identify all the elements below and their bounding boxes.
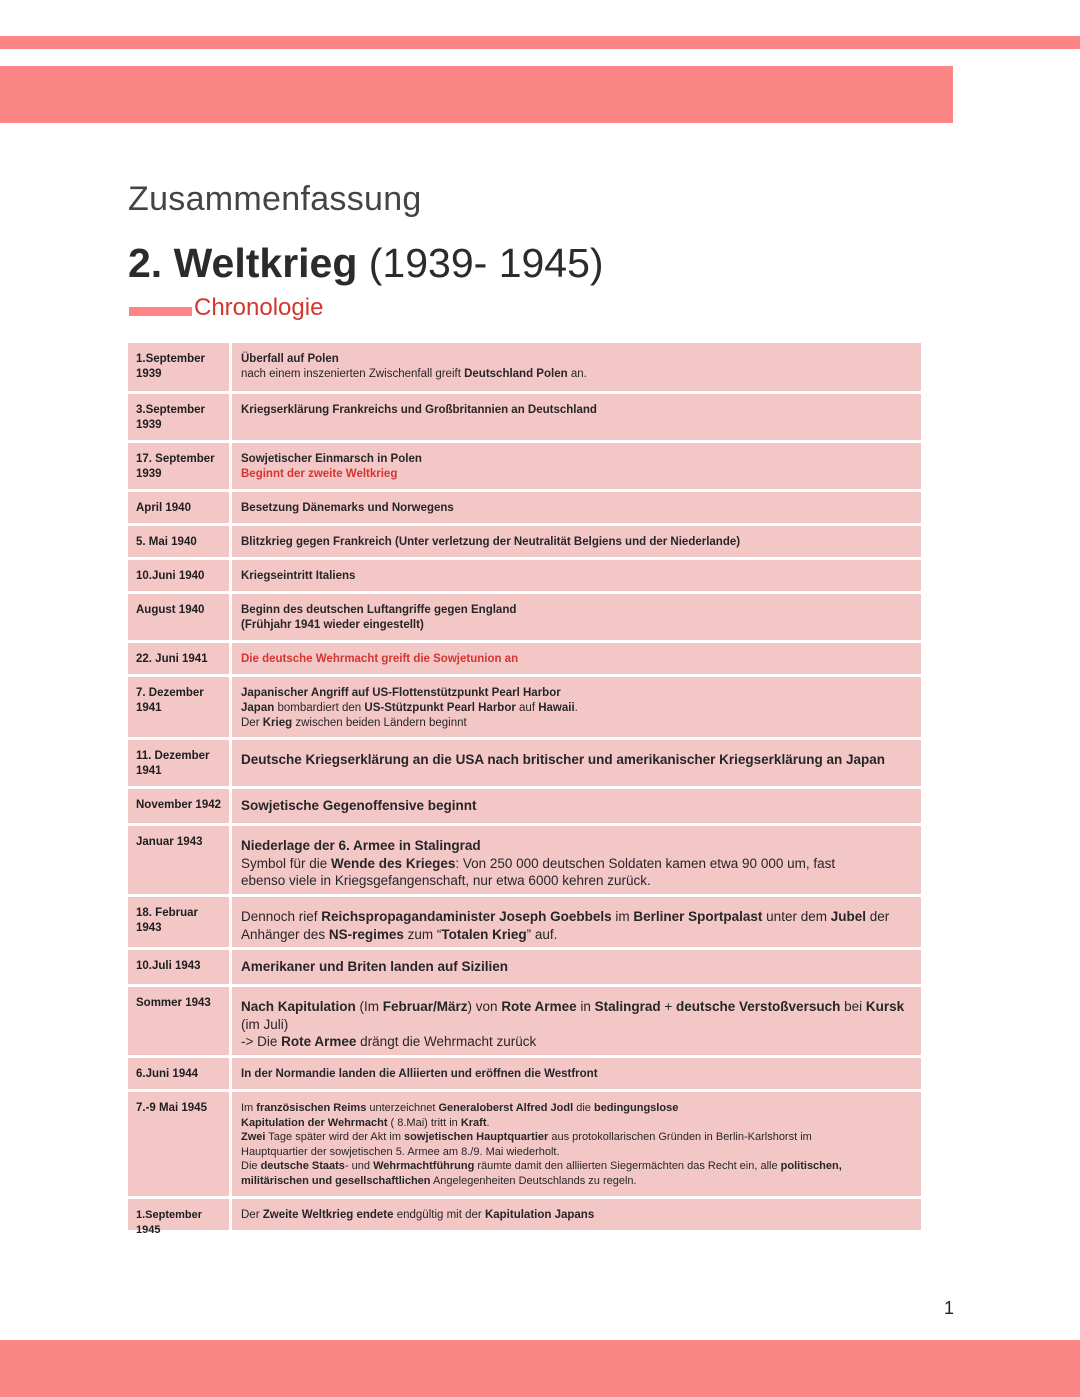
- date-cell: [128, 594, 229, 640]
- date-text: 7.-9 Mai 1945: [136, 1102, 207, 1114]
- event-cell: [232, 950, 921, 984]
- event-text: Symbol für die: [241, 855, 332, 871]
- event-text: in: [576, 999, 595, 1014]
- event-text: im: [611, 909, 634, 924]
- event-text: Kapitulation der Wehrmacht: [241, 1116, 388, 1129]
- event-text: NS-regimes: [328, 926, 404, 942]
- date-cell: [128, 740, 229, 786]
- event-text: politischen,: [780, 1160, 842, 1173]
- event-text: auf: [515, 702, 539, 714]
- event-text: Die: [241, 1160, 261, 1173]
- section-marker-bar: [129, 307, 192, 316]
- document-kicker: Zusammenfassung: [128, 180, 422, 218]
- document-title: [128, 240, 604, 287]
- event-cell: [232, 560, 921, 591]
- event-text: unterzeichnet: [366, 1102, 439, 1114]
- event-text: Berliner Sportpalast: [633, 909, 763, 924]
- event-text: unter dem: [762, 909, 831, 924]
- event-text: .: [486, 1116, 490, 1129]
- date-text: Januar 1943: [136, 836, 203, 848]
- event-cell: [232, 789, 921, 823]
- date-cell: [128, 826, 229, 894]
- event-line: [241, 872, 911, 890]
- event-text: Überfall auf Polen: [241, 353, 339, 365]
- date-text: August 1940: [136, 604, 205, 616]
- event-cell: [232, 643, 921, 674]
- event-line: [241, 467, 911, 482]
- table-row: [128, 987, 921, 1055]
- event-line: [241, 908, 911, 926]
- event-line: [241, 603, 911, 618]
- table-row: [128, 1092, 921, 1196]
- date-cell: [128, 897, 229, 947]
- event-text: bedingungslose: [593, 1102, 679, 1114]
- event-text: Niederlage der 6. Armee in Stalingrad: [241, 838, 481, 853]
- table-row: [128, 594, 921, 640]
- event-text: Beginn des deutschen Luftangriffe gegen England: [241, 604, 517, 616]
- event-text: Tage später wird der Akt im: [265, 1131, 405, 1144]
- event-text: Hauptquartier der sowjetischen 5. Armee am 8./9. Mai wiederholt.: [241, 1145, 560, 1158]
- date-text: 5. Mai 1940: [136, 536, 197, 548]
- date-text: 11. Dezember: [136, 750, 210, 762]
- date-text: 6.Juni 1944: [136, 1068, 199, 1080]
- event-text: ( 8.Mai) tritt in: [387, 1116, 461, 1129]
- date-text: 3.September: [136, 404, 206, 416]
- date-text: Sommer 1943: [136, 997, 211, 1009]
- event-cell: [232, 594, 921, 640]
- event-text: Februar/März: [382, 999, 468, 1014]
- date-text: April 1940: [136, 502, 191, 514]
- date-cell: [128, 560, 229, 591]
- event-line: [241, 701, 911, 716]
- event-text: Sowjetische Gegenoffensive beginnt: [241, 798, 477, 813]
- event-line: [241, 1101, 911, 1116]
- event-line: [241, 686, 911, 701]
- event-text: deutsche Verstoßversuch: [676, 999, 841, 1014]
- event-text: ebenso viele in Kriegsgefangenschaft, nur etwa 6000 kehren zurück.: [241, 873, 651, 888]
- table-row: [128, 560, 921, 591]
- date-cell: [128, 1092, 229, 1196]
- event-line: [241, 797, 911, 815]
- event-text: (Im: [355, 999, 383, 1014]
- table-row: [128, 526, 921, 557]
- event-text: Angelegenheiten Deutschlands zu regeln.: [430, 1174, 637, 1187]
- date-text: 1939: [136, 468, 162, 480]
- event-text: Amerikaner und Briten landen auf Sizilien: [241, 959, 509, 974]
- date-cell: [128, 526, 229, 557]
- table-row: [128, 897, 921, 947]
- event-line: [241, 855, 911, 873]
- event-text: Rote Armee: [501, 999, 577, 1014]
- event-text: zwischen beiden Ländern beginnt: [292, 717, 467, 729]
- event-line: [241, 958, 911, 976]
- event-text: französischen Reims: [256, 1102, 367, 1114]
- title-year-range: (1939- 1945): [357, 240, 604, 286]
- table-row: [128, 1199, 921, 1236]
- event-cell: [232, 740, 921, 786]
- event-text: Stalingrad: [594, 999, 661, 1014]
- event-text: Deutschland Polen: [464, 368, 568, 380]
- event-text: Reichspropagandaminister Joseph Goebbels: [321, 909, 612, 924]
- event-line: [241, 1016, 911, 1034]
- date-cell: [128, 789, 229, 823]
- table-row: [128, 826, 921, 894]
- section-heading: [129, 292, 323, 324]
- event-line: [241, 1116, 911, 1131]
- event-text: Japan: [241, 702, 275, 714]
- event-text: Jubel: [830, 909, 866, 924]
- bottom-accent-band: [0, 1340, 1080, 1397]
- date-text: 1.September: [136, 353, 206, 365]
- event-line: [241, 926, 911, 944]
- event-text: Besetzung Dänemarks und Norwegens: [241, 502, 454, 514]
- table-row: [128, 740, 921, 786]
- event-cell: [232, 826, 921, 894]
- date-text: 1939: [136, 368, 162, 380]
- date-cell: [128, 1199, 229, 1236]
- date-text: 10.Juli 1943: [136, 960, 201, 972]
- date-cell: [128, 492, 229, 523]
- event-text: Zwei: [241, 1131, 266, 1144]
- title-bold-part: 2. Weltkrieg: [128, 240, 358, 286]
- event-line: [241, 1130, 911, 1145]
- event-text: Kriegseintritt Italiens: [241, 570, 356, 582]
- table-row: [128, 643, 921, 674]
- event-text: an.: [567, 368, 587, 380]
- event-text: aus protokollarischen Gründen in Berlin-Karlshorst im: [548, 1131, 812, 1144]
- table-row: [128, 950, 921, 984]
- table-row: [128, 443, 921, 489]
- event-text: Japanischer Angriff auf US-Flottenstützpunkt Pearl Harbor: [241, 687, 561, 699]
- event-text: Rote Armee: [281, 1034, 357, 1049]
- event-text: nach einem inszenierten Zwischenfall greift: [241, 368, 465, 380]
- event-text: ” auf.: [526, 926, 558, 942]
- chronology-table: [128, 343, 921, 1236]
- event-text: US-Stützpunkt Pearl Harbor: [364, 702, 516, 714]
- table-row: [128, 492, 921, 523]
- event-line: [241, 452, 911, 467]
- event-text: Krieg: [262, 717, 293, 729]
- event-line: [241, 998, 911, 1016]
- table-row: [128, 343, 921, 391]
- event-text: (im Juli): [241, 1016, 289, 1032]
- event-cell: [232, 343, 921, 391]
- event-text: Kursk: [865, 999, 905, 1014]
- date-text: 1941: [136, 765, 162, 777]
- date-text: November 1942: [136, 799, 222, 811]
- date-cell: [128, 443, 229, 489]
- event-text: Sowjetischer Einmarsch in Polen: [241, 453, 422, 465]
- event-cell: [232, 526, 921, 557]
- top-accent-stripe: [0, 36, 1080, 49]
- date-text: 18. Februar 1943: [136, 907, 198, 934]
- date-cell: [128, 950, 229, 984]
- date-text: 1941: [136, 702, 162, 714]
- event-text: Im: [241, 1102, 257, 1114]
- event-text: Totalen Krieg: [441, 926, 527, 942]
- date-cell: [128, 677, 229, 737]
- event-text: : Von 250 000 deutschen Soldaten kamen etwa 90 000 um, fast: [455, 855, 836, 871]
- event-text: Kraft: [460, 1116, 487, 1129]
- event-text: sowjetischen Hauptquartier: [404, 1131, 549, 1144]
- event-line: [241, 618, 911, 633]
- event-text: +: [660, 999, 677, 1014]
- event-text: - und: [344, 1160, 374, 1173]
- event-text: deutsche Staats: [260, 1160, 345, 1173]
- event-text: militärischen und gesellschaftlichen: [241, 1174, 431, 1187]
- event-text: Deutsche Kriegserklärung an die USA nach britischer und amerikanischer Kriegserklärung an Japan: [241, 752, 885, 767]
- date-cell: [128, 643, 229, 674]
- event-line: [241, 367, 911, 382]
- event-cell: [232, 987, 921, 1055]
- event-text: endgültig mit der: [393, 1209, 485, 1221]
- date-text: 1939: [136, 419, 162, 431]
- event-line: [241, 569, 911, 584]
- event-line: [241, 1159, 911, 1174]
- event-text: räumte damit den alliierten Siegermächten das Recht ein, alle: [474, 1160, 781, 1173]
- event-line: [241, 501, 911, 516]
- event-text: ) von: [467, 999, 502, 1014]
- table-row: [128, 394, 921, 440]
- event-line: [241, 751, 911, 769]
- event-text: -> Die: [241, 1034, 282, 1049]
- event-text: Kapitulation Japans: [484, 1209, 595, 1221]
- event-text: .: [574, 702, 578, 714]
- event-text: Der: [241, 1209, 263, 1221]
- event-cell: [232, 897, 921, 947]
- event-text: zum “: [403, 926, 442, 942]
- page-number: 1: [944, 1298, 955, 1318]
- event-text: der: [865, 909, 890, 924]
- event-text: drängt die Wehrmacht zurück: [356, 1034, 537, 1049]
- event-line: [241, 1145, 911, 1160]
- top-accent-band: [0, 66, 953, 123]
- event-text: Generaloberst Alfred Jodl: [438, 1102, 574, 1114]
- event-line: [241, 652, 911, 667]
- event-cell: [232, 394, 921, 440]
- date-text: 17. September: [136, 453, 215, 465]
- date-cell: [128, 343, 229, 391]
- event-line: [241, 716, 911, 731]
- date-cell: [128, 1058, 229, 1089]
- date-text: 22. Juni 1941: [136, 653, 208, 665]
- event-text: Beginnt der zweite Weltkrieg: [241, 468, 398, 480]
- event-cell: [232, 492, 921, 523]
- date-text: 10.Juni 1940: [136, 570, 205, 582]
- event-text: bei: [840, 999, 866, 1014]
- event-text: Blitzkrieg gegen Frankreich (Unter verletzung der Neutralität Belgiens und der Niederlande): [241, 536, 741, 548]
- event-text: Zweite Weltkrieg endete: [262, 1209, 394, 1221]
- event-line: [241, 1174, 911, 1189]
- event-line: [241, 403, 911, 418]
- event-cell: [232, 443, 921, 489]
- event-text: Anhänger des: [241, 926, 329, 942]
- date-text: 1.September 1945: [136, 1209, 203, 1236]
- event-text: Dennoch rief: [241, 909, 322, 924]
- date-text: 7. Dezember: [136, 687, 204, 699]
- event-text: Wende des Krieges: [331, 855, 456, 871]
- table-row: [128, 677, 921, 737]
- table-row: [128, 1058, 921, 1089]
- event-text: die: [573, 1102, 594, 1114]
- event-text: Hawaii: [538, 702, 575, 714]
- event-text: In der Normandie landen die Alliierten und eröffnen die Westfront: [241, 1068, 598, 1080]
- event-text: bombardiert den: [274, 702, 365, 714]
- event-line: [241, 1033, 911, 1051]
- event-text: (Frühjahr 1941 wieder eingestellt): [241, 619, 424, 631]
- event-cell: [232, 1092, 921, 1196]
- event-line: [241, 1067, 911, 1082]
- table-row: [128, 789, 921, 823]
- event-text: Der: [241, 717, 263, 729]
- date-cell: [128, 987, 229, 1055]
- event-line: [241, 352, 911, 367]
- event-text: Nach Kapitulation: [241, 999, 356, 1014]
- event-text: Kriegserklärung Frankreichs und Großbritannien an Deutschland: [241, 404, 597, 416]
- event-cell: [232, 1058, 921, 1089]
- event-cell: [232, 1199, 921, 1230]
- section-label: Chronologie: [194, 294, 324, 321]
- event-line: [241, 535, 911, 550]
- date-cell: [128, 394, 229, 440]
- event-cell: [232, 677, 921, 737]
- event-text: Wehrmachtführung: [373, 1160, 475, 1173]
- event-line: [241, 837, 911, 855]
- event-line: [241, 1208, 911, 1223]
- event-text: Die deutsche Wehrmacht greift die Sowjetunion an: [241, 653, 519, 665]
